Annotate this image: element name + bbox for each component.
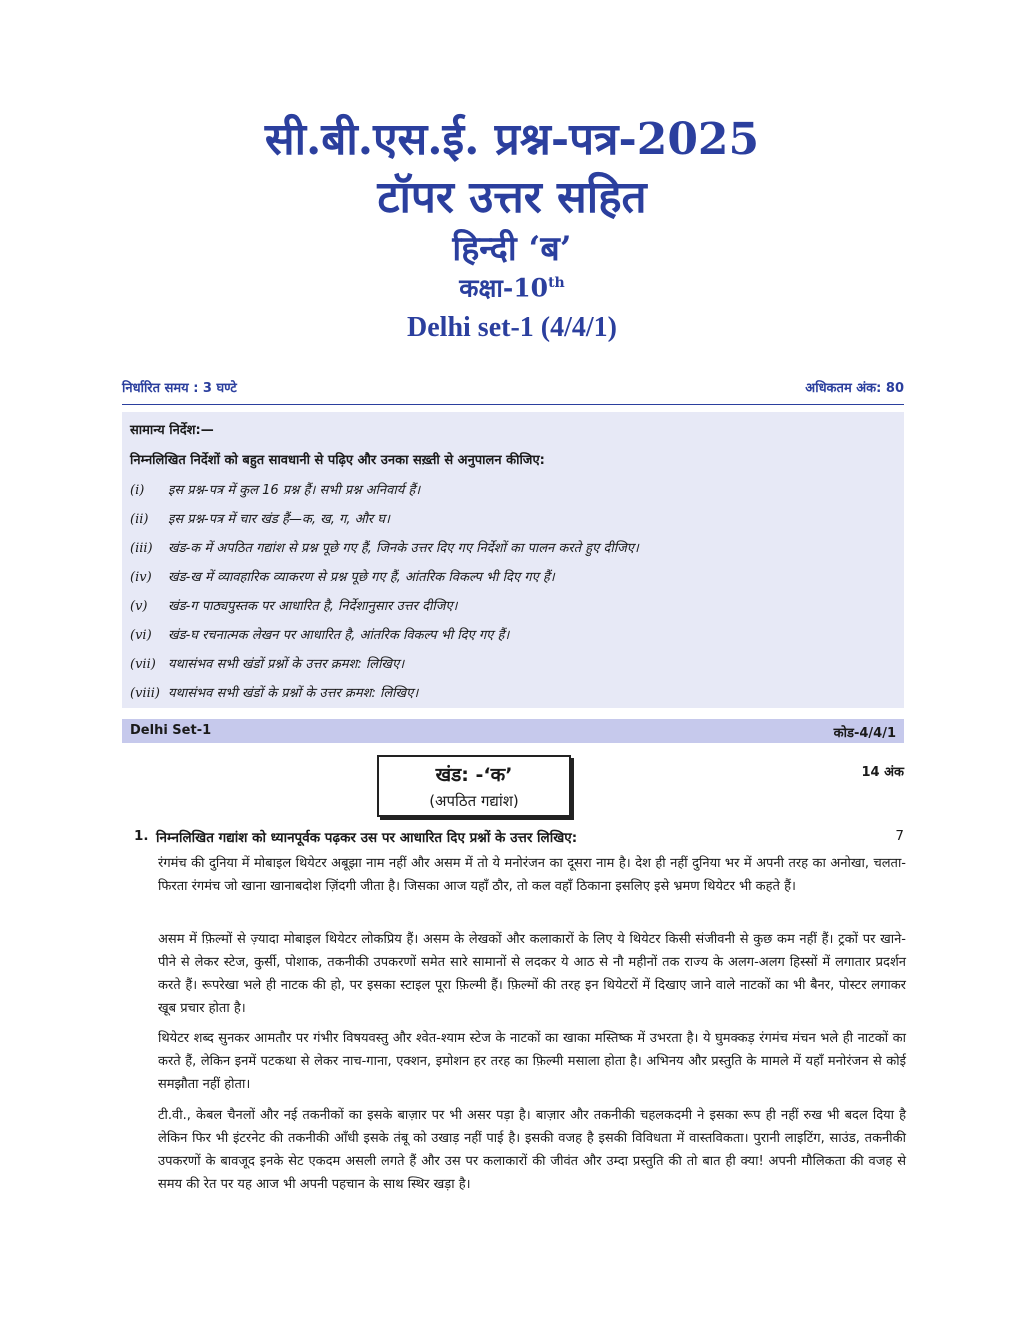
instruction-item (130, 567, 555, 587)
passage-paragraph: असम में फ़िल्मों से ज़्यादा मोबाइल थियेटर लोकप्रिय हैं। असम के लेखकों और कलाकारों के लिए ये थियेटर किसी संजीवनी से कुछ कम नहीं हैं। ट्रकों पर खाने-पीने से लेकर स्टेज, कुर्सी, पोशाक, तकनीकी उपकरणों समेत सारे सामानों से लदकर ये आठ से नौ महीनों तक राज्य के अलग-अलग हिस्सों में लगातार प्रदर्शन करते हैं। रूपरेखा भले ही नाटक की हो, पर इसका स्टाइल पूरा फ़िल्मी हैं। फ़िल्मों की तरह इन थियेटरों में दिखाए जाने वाले नाटकों का भी बैनर, पोस्टर लगाकर खूब प्रचार होता है। (158, 932, 906, 1016)
instruction-text: खंड-घ रचनात्मक लेखन पर आधारित है, आंतरिक विकल्प भी दिए गए हैं। (168, 628, 510, 643)
page-title: सी.बी.एस.ई. प्रश्न-पत्र-2025 (264, 114, 760, 165)
set-bar (122, 719, 904, 743)
instruction-number: (viii) (130, 686, 160, 701)
class-suffix: th (548, 275, 565, 291)
instruction-item (130, 625, 509, 645)
instruction-number: (vii) (130, 657, 156, 672)
instruction-text: खंड-ख में व्यावहारिक व्याकरण से प्रश्न पूछे गए हैं, आंतरिक विकल्प भी दिए गए हैं। (168, 570, 555, 585)
question-text: निम्नलिखित गद्यांश को ध्यानपूर्वक पढ़कर उस पर आधारित दिए प्रश्नों के उत्तर लिखिए: (156, 830, 578, 846)
instructions-subheading: निम्नलिखित निर्देशों को बहुत सावधानी से पढ़िए और उनका सख़्ती से अनुपालन कीजिए: (130, 453, 545, 468)
instruction-text: खंड-क में अपठित गद्यांश से प्रश्न पूछे गए हैं, जिनके उत्तर दिए गए निर्देशों का पालन करते हुए दीजिए। (168, 541, 639, 556)
page-subtitle: टॉपर उत्तर सहित (377, 172, 647, 223)
question-marks: 7 (895, 828, 904, 844)
set-title: Delhi set-1 (4/4/1) (407, 312, 617, 343)
instruction-number: (i) (130, 483, 145, 498)
instruction-text: इस प्रश्न-पत्र में कुल 16 प्रश्न हैं। सभी प्रश्न अनिवार्य हैं। (168, 483, 421, 498)
set-label: Delhi Set-1 (130, 723, 212, 738)
set-code: कोड-4/4/1 (833, 726, 896, 741)
instruction-text: यथासंभव सभी खंडों के प्रश्नों के उत्तर क्रमश: लिखिए। (168, 686, 419, 701)
instructions-box (122, 412, 904, 708)
class-prefix: कक्षा-10 (459, 273, 549, 303)
passage-paragraph: रंगमंच की दुनिया में मोबाइल थियेटर अबूझा नाम नहीं और असम में तो ये मनोरंजन का दूसरा नाम है। देश ही नहीं दुनिया भर में अपनी तरह का अनोखा, चलता-फिरता रंगमंच जो खाना खानाबदोश ज़िंदगी जीता है। जिसका आज यहाँ ठौर, तो कल वहाँ ठिकाना इसलिए इसे भ्रमण थियेटर भी कहते हैं। (158, 856, 906, 894)
section-subtitle: (अपठित गद्यांश) (429, 792, 519, 810)
instruction-text: इस प्रश्न-पत्र में चार खंड हैं—क, ख, ग, और घ। (168, 512, 390, 527)
instruction-number: (v) (130, 599, 148, 614)
section-title: खंड: -‘क’ (435, 764, 513, 786)
passage-paragraph: थियेटर शब्द सुनकर आमतौर पर गंभीर विषयवस्तु और श्वेत-श्याम स्टेज के नाटकों का खाका मस्तिष्क में उभरता है। ये घुमक्कड़ रंगमंच मंचन भले ही नाटकों का करते हैं, लेकिन इनमें पटकथा से लेकर नाच-गाना, एक्शन, इमोशन हर तरह का फ़िल्मी मसाला होता है। अभिनय और प्रस्तुति के मामले में यहाँ मनोरंजन से कोई समझौता नहीं होता। (158, 1031, 906, 1092)
instruction-item (130, 683, 418, 703)
time-allowed: निर्धारित समय : 3 घण्टे (122, 381, 237, 396)
instruction-item (130, 654, 404, 674)
instructions-heading: सामान्य निर्देश:— (130, 423, 214, 438)
question-number: 1. (134, 828, 149, 844)
instruction-text: खंड-ग पाठ्यपुस्तक पर आधारित है, निर्देशानुसार उत्तर दीजिए। (168, 599, 458, 614)
instruction-item (130, 538, 639, 558)
instruction-number: (iv) (130, 570, 152, 585)
meta-row (122, 378, 904, 402)
passage-paragraph: टी.वी., केबल चैनलों और नई तकनीकों का इसके बाज़ार पर भी असर पड़ा है। बाज़ार और तकनीकी चहलकदमी ने इसका रूप ही नहीं रुख भी बदल दिया है लेकिन फिर भी इंटरनेट की तकनीकी आँधी इसके तंबू को उखाड़ नहीं पाई है। इसकी वजह है इसकी विविधता में वास्तविकता। पुरानी लाइटिंग, साउंड, तकनीकी उपकरणों के बावजूद इनके सेट एकदम असली लगते हैं और उस पर कलाकारों की जीवंत और उम्दा प्रस्तुति की तो बात ही क्या! अपनी मौलिकता की वजह से समय की रेत पर यह आज भी अपनी पहचान के साथ स्थिर खड़ा है। (158, 1108, 906, 1192)
subject-title: हिन्दी ‘ब’ (452, 229, 572, 269)
instruction-text: यथासंभव सभी खंडों प्रश्नों के उत्तर क्रमश: लिखिए। (168, 657, 405, 672)
section-heading-box (377, 755, 571, 817)
max-marks: अधिकतम अंक: 80 (805, 381, 904, 396)
instruction-item (130, 509, 390, 529)
instruction-item (130, 480, 420, 500)
class-title (0, 266, 1024, 305)
instruction-item (130, 596, 457, 616)
instruction-number: (vi) (130, 628, 152, 643)
instruction-number: (iii) (130, 541, 153, 556)
divider (122, 404, 904, 405)
instruction-number: (ii) (130, 512, 149, 527)
section-marks: 14 अंक (861, 765, 904, 780)
